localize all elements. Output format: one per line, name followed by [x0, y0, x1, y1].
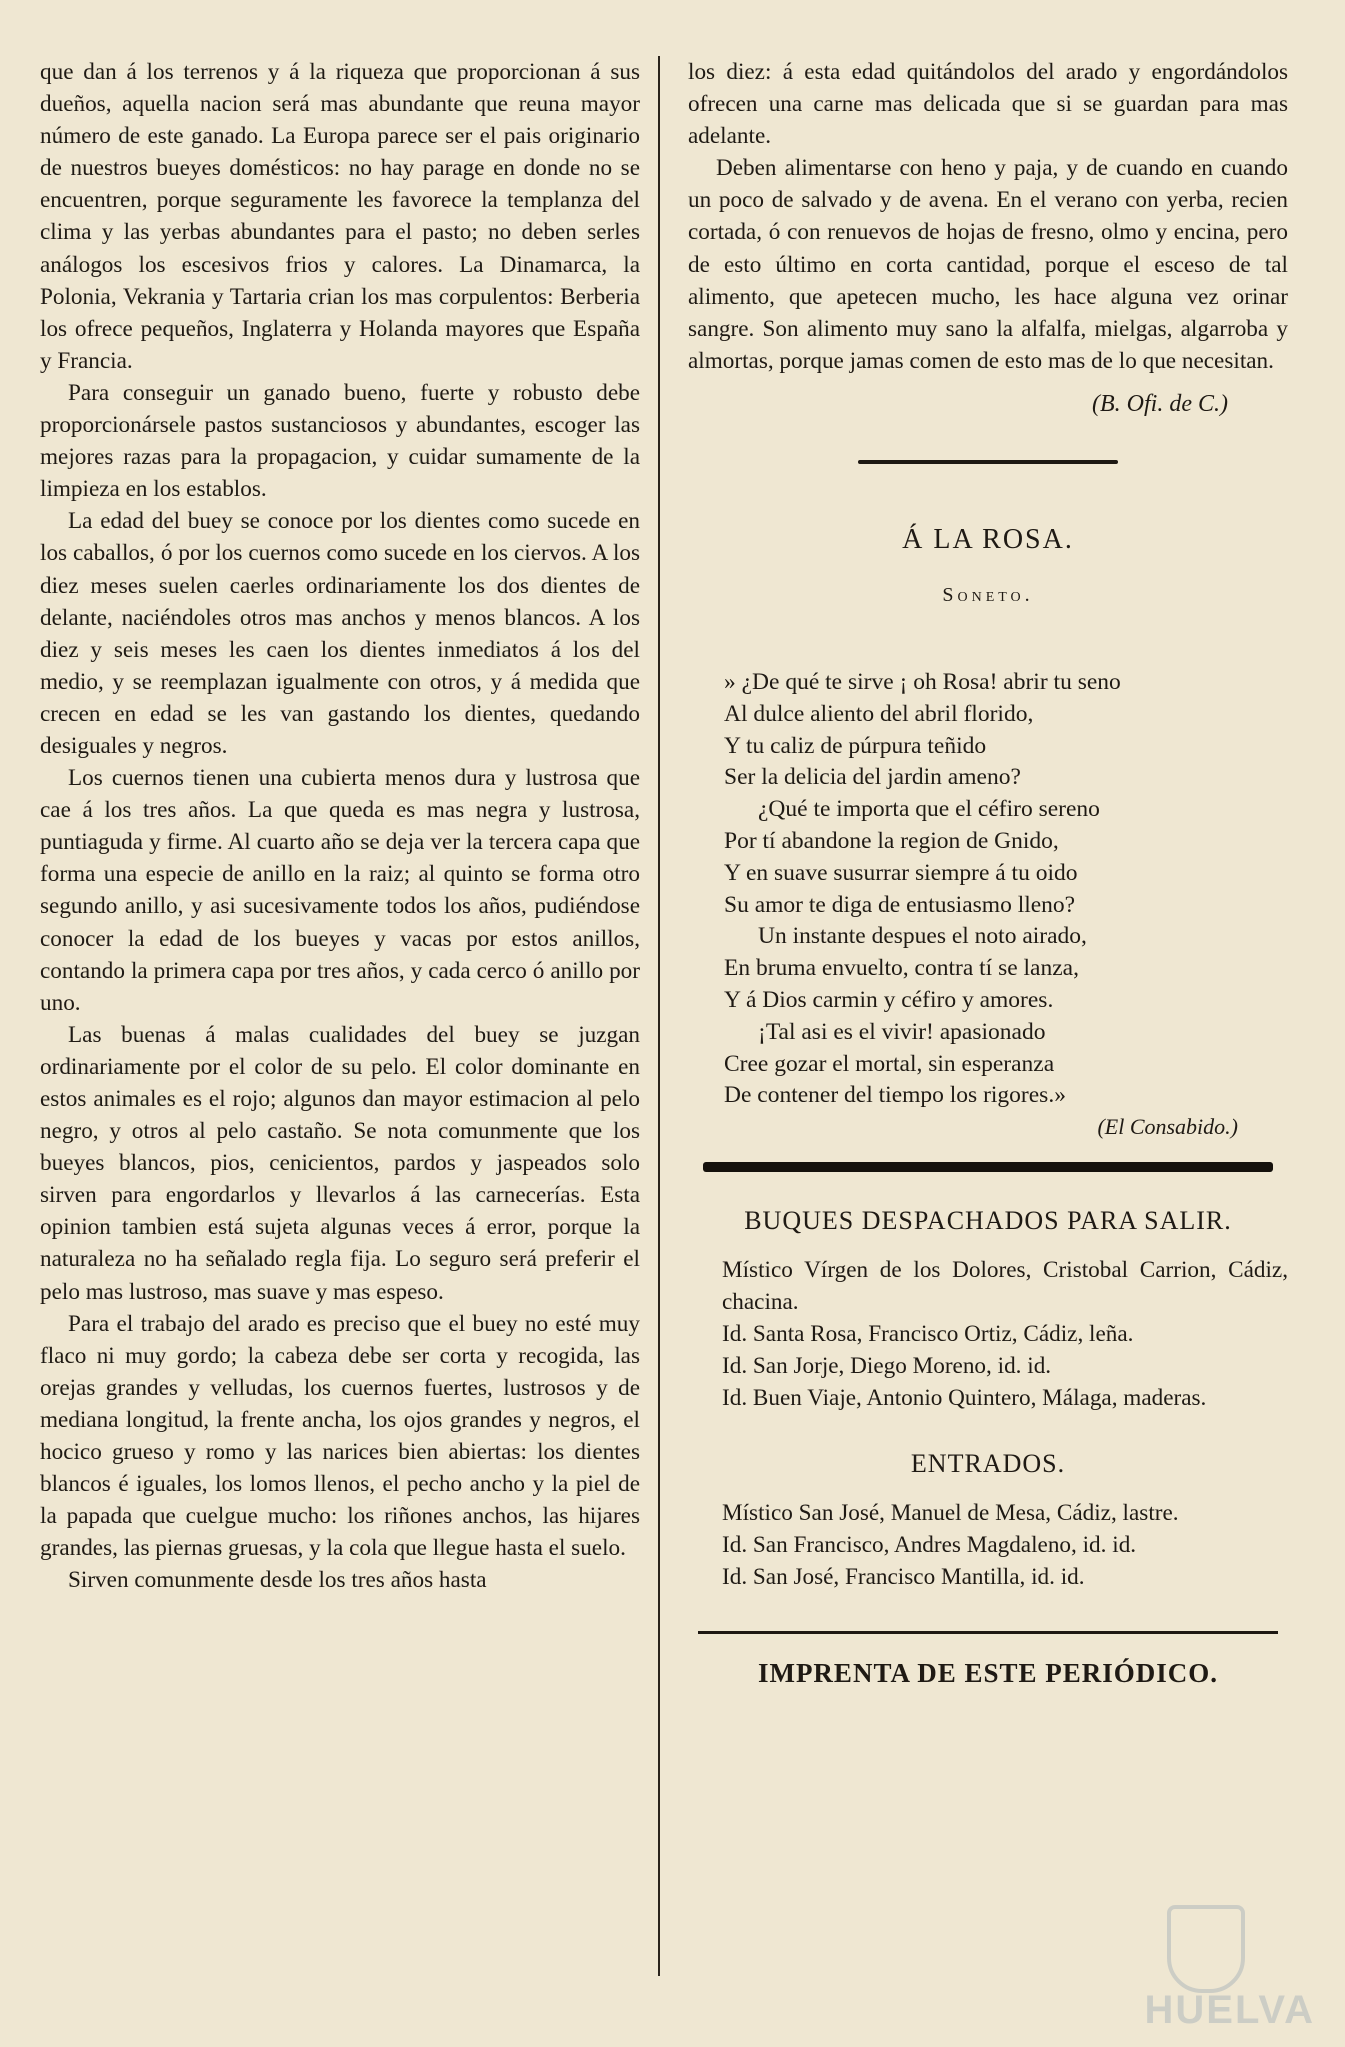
list-item: Id. San Jorje, Diego Moreno, id. id.: [722, 1353, 1052, 1380]
list-item: Místico Vírgen de los Dolores, Cristobal Carrion, Cádiz, chacina.: [722, 1257, 1288, 1316]
poem-line: Un instante despues el noto airado,: [758, 923, 1087, 950]
column-divider: [658, 56, 660, 1976]
right-paragraph-2: Deben alimentarse con heno y paja, y de cuando en cuando un poco de salvado y de avena. En el verano con yerba, recien cortada, ó con renuevos de hojas de fresno, olmo y encina, pero de esto último en corta cantidad, porque el esceso de tal alimento, que apetecen mucho, les hace alguna vez orinar sangre. Son alimento muy sano la alfalfa, mielgas, algarroba y almortas, porque jamas comen de esto mas de lo que necesitan.: [688, 155, 1288, 374]
left-paragraph-7: Sirven comunmente desde los tres años hasta: [68, 1567, 487, 1594]
list-item: Id. San Francisco, Andres Magdaleno, id. id.: [722, 1531, 1137, 1558]
departures-heading: BUQUES DESPACHADOS PARA SALIR.: [744, 1206, 1232, 1236]
arrivals-heading: ENTRADOS.: [910, 1448, 1066, 1478]
left-paragraph-2: Para conseguir un ganado bueno, fuerte y robusto debe proporcionársele pastos sustanciosos y abundantes, escoger las mejores razas para la propagacion, y cuidar sumamente de la limpieza en los establos.: [40, 379, 640, 503]
arrivals-list: [688, 1497, 1288, 1593]
article-signature: (B. Ofi. de C.): [1092, 390, 1228, 417]
poem-line: ¿Qué te importa que el céfiro sereno: [758, 796, 1100, 823]
left-paragraph-5: Las buenas á malas cualidades del buey se juzgan ordinariamente por el color de su pelo. El color dominante en estos animales es el rojo; algunos dan mayor estimacion al pelo negro, y otros al pelo castaño. Se nota comunmente que los bueyes blancos, pios, cenicientos, pardos y jaspeados solo sirven para engordarlos y llevarlos á las carnecerías. Esta opinion tambien está sujeta algunas veces á error, porque la naturaleza no ha señalado regla fija. Lo seguro será preferir el pelo mas lustroso, mas suave y mas espeso.: [40, 1021, 640, 1305]
left-paragraph-3: La edad del buey se conoce por los dientes como sucede en los caballos, ó por los cuernos como sucede en los ciervos. A los diez meses suelen caerles ordinariamente los dos dientes de delante, naciéndoles otros mas anchos y menos blancos. A los diez y seis meses les caen los dientes inmediatos á los del medio, y se reemplazan igualmente con otros, y á medida que crecen en edad se les van gastando los dientes, quedando desiguales y negros.: [40, 508, 640, 759]
printer-footer: IMPRENTA DE ESTE PERIÓDICO.: [757, 1657, 1219, 1688]
poem-line: Por tí abandone la region de Gnido,: [724, 827, 1059, 854]
poem-line: ¡Tal asi es el vivir! apasionado: [758, 1018, 1046, 1045]
poem-line: De contener del tiempo los rigores.»: [724, 1082, 1066, 1109]
list-item: Místico San José, Manuel de Mesa, Cádiz, lastre.: [722, 1499, 1179, 1526]
list-item: Id. San José, Francisco Mantilla, id. id.: [722, 1563, 1085, 1590]
library-watermark: [1095, 1913, 1325, 2033]
left-paragraph-1: que dan á los terrenos y á la riqueza que proporcionan á sus dueños, aquella nacion será mas abundante que reuna mayor número de este ganado. La Europa parece ser el pais originario de nuestros bueyes domésticos: no hay parage en donde no se encuentren, porque seguramente les favorece la templanza del clima y las yerbas abundantes para el pasto; no deben serles análogos los escesivos frios y calores. La Dinamarca, la Polonia, Vekrania y Tartaria crian los mas corpulentos: Berberia los ofrece pequeños, Inglaterra y Holanda mayores que España y Francia.: [40, 59, 640, 374]
poem-line: Al dulce aliento del abril florido,: [724, 700, 1034, 727]
watermark-text: HUELVA: [1144, 1988, 1315, 2032]
poem-line: Y en suave susurrar siempre á tu oido: [724, 859, 1078, 886]
poem-line: Cree gozar el mortal, sin esperanza: [724, 1050, 1055, 1077]
list-item: Id. Santa Rosa, Francisco Ortiz, Cádiz, leña.: [722, 1321, 1134, 1348]
left-column: [40, 56, 640, 1597]
poem-signature: (El Consabido.): [1097, 1114, 1238, 1140]
section-rule: [703, 1162, 1273, 1172]
poem-line: Ser la delicia del jardin ameno?: [724, 764, 1021, 791]
poem: [688, 667, 1288, 1140]
left-paragraph-6: Para el trabajo del arado es preciso que el buey no esté muy flaco ni muy gordo; la cabeza debe ser corta y recogida, las orejas grandes y velludas, los cuernos fuertes, lustrosos y de mediana longitud, la frente ancha, los ojos grandes y negros, el hocico grueso y romo y las narices bien abiertas: los dientes blancos é iguales, los lomos llenos, el pecho ancho y la piel de la papada que cuelgue mucho: los riñones anchos, las hijares grandes, las piernas gruesas, y la cola que llegue hasta el suelo.: [40, 1310, 640, 1562]
poem-subtitle: Soneto.: [942, 583, 1034, 606]
right-paragraph-1: los diez: á esta edad quitándolos del arado y engordándolos ofrecen una carne mas delicada que si se guardan para mas adelante.: [688, 59, 1288, 150]
left-paragraph-4: Los cuernos tienen una cubierta menos dura y lustrosa que cae á los tres años. La que queda es mas negra y lustrosa, puntiaguda y firme. Al cuarto año se deja ver la tercera capa que forma una especie de anillo en la raiz; al quinto se forma otro segundo anillo, y asi sucesivamente todos los años, pudiéndose conocer la edad de los bueyes y vacas por estos anillos, contando la primera capa por tres años, y cada cerco ó anillo por uno.: [40, 765, 640, 1016]
poem-line: En bruma envuelto, contra tí se lanza,: [724, 955, 1079, 982]
poem-line: Y á Dios carmin y céfiro y amores.: [724, 986, 1054, 1013]
poem-title: Á LA ROSA.: [902, 523, 1074, 555]
poem-line: Y tu caliz de púrpura teñido: [724, 732, 987, 759]
footer-rule: [698, 1631, 1278, 1634]
poem-line: » ¿De qué te sirve ¡ oh Rosa! abrir tu seno: [724, 668, 1121, 695]
poem-line: Su amor te diga de entusiasmo lleno?: [724, 891, 1076, 918]
shield-icon: [1167, 1905, 1245, 1993]
list-item: Id. Buen Viaje, Antonio Quintero, Málaga, maderas.: [722, 1385, 1207, 1412]
right-column: [688, 56, 1288, 1689]
departures-list: [688, 1254, 1288, 1414]
divider-rule: [858, 460, 1118, 464]
